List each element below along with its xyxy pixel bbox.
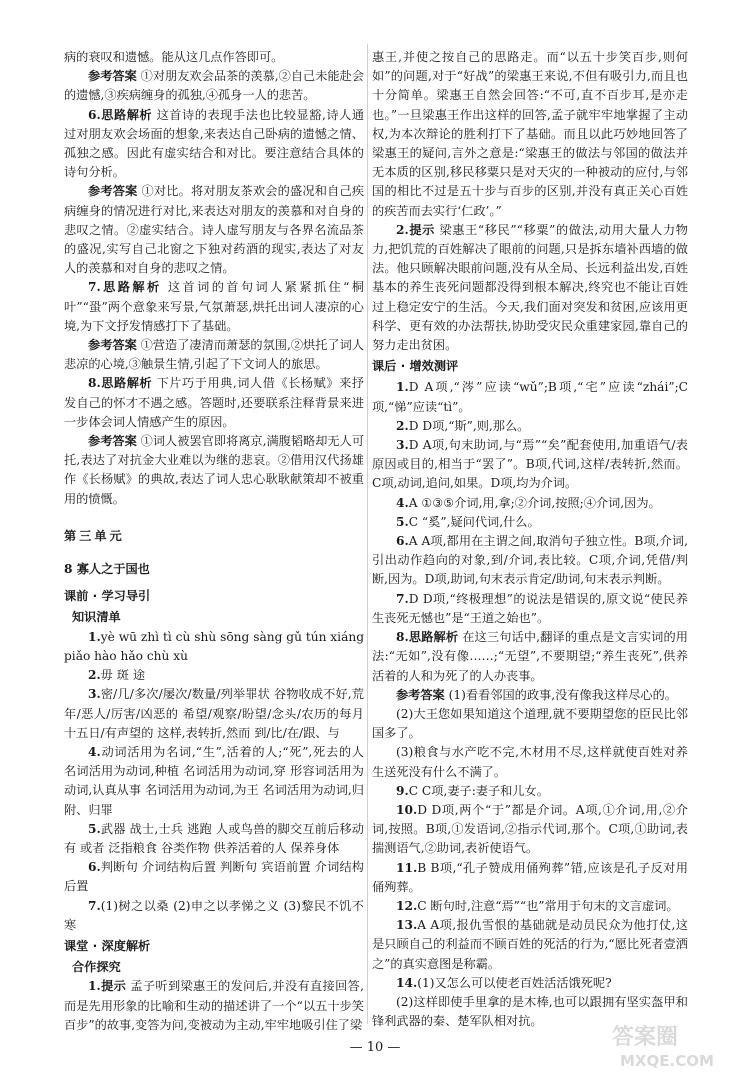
paragraph bbox=[64, 858, 364, 896]
paragraph-text: C 断句时,注意“焉”“也”常用于句末的文言虚词。 bbox=[417, 898, 679, 913]
paragraph bbox=[372, 897, 688, 916]
paragraph-text: D A项,句末助词,与“焉”“矣”配套使用,加重语气/表原因或目的,相当于“罢了”。B项,代词,这样/表转折,然而。C项,动词,追问,如果。D项,均为介词。 bbox=[372, 438, 688, 491]
paragraph-text: 梁惠王“移民”“移粟”的做法,动用大量人力物力,把饥荒的百姓解决了眼前的问题,只是拆东墙补西墙的做法。他只顾解决眼前问题,没有从全局、长远利益出发,百姓基本的养生丧死问题都没得到根本解决,终究也不能让百姓过上稳定安宁的生活。今天,我们面对突发和贫困,应该用更科学、更有效的办法帮扶,协助受灾民众重建家园,靠自己的努力走出贫困。 bbox=[372, 222, 688, 353]
paragraph bbox=[64, 977, 364, 1035]
paragraph bbox=[372, 48, 688, 221]
item-label: 1. bbox=[396, 380, 409, 395]
item-label: 8.思路解析 bbox=[396, 630, 459, 645]
paragraph bbox=[372, 801, 688, 859]
item-label: 参考答案 bbox=[88, 69, 137, 84]
paragraph-text: 毋 斑 途 bbox=[100, 668, 146, 683]
left-column bbox=[64, 48, 364, 1035]
paragraph-text: 武器 战士,士兵 逃跑 人或鸟兽的脚交互前后移动 有 或者 泛指粮食 谷类作物 供养活着的人 保养身体 bbox=[64, 821, 364, 855]
item-label: 7.思路解析 bbox=[88, 280, 162, 295]
paragraph-text: 知识清单 bbox=[72, 610, 121, 625]
unit-title bbox=[64, 527, 364, 546]
paragraph-text: D D项,“终极理想”的说法是错误的,原文说“使民养生丧死无憾也”是“王道之始也”。 bbox=[372, 591, 688, 625]
paragraph bbox=[372, 436, 688, 494]
item-label: 3. bbox=[396, 438, 409, 453]
paragraph bbox=[64, 628, 364, 666]
watermark-logo bbox=[606, 1020, 744, 1072]
paragraph-text: D D项,两个“于”都是介词。A项,①介词,用,②介词,按照。B项,①发语词,②指示代词,那个。C项,①助词,表揣测语气,②助词,表祈使语气。 bbox=[372, 802, 688, 856]
paragraph bbox=[372, 221, 688, 355]
paragraph-text: 孟子听到梁惠王的发问后,并没有直接回答,而是先用形象的比喻和生动的描述讲了一个“以五十步笑百步”的故事,变答为问,变被动为主动,牢牢地吸引住了梁 bbox=[64, 979, 364, 1032]
item-label: 6. bbox=[88, 860, 101, 875]
paragraph-text: A A项,报仇雪恨的基础就是动员民众为他打仗,这是只顾自己的利益而不顾百姓的死活的行为,“愿比死者壹洒之”的真实意图是称霸。 bbox=[372, 918, 688, 971]
lesson-title bbox=[64, 560, 364, 579]
paragraph bbox=[372, 974, 688, 993]
paragraph-text: A A项,都用在主谓之间,取消句子独立性。B项,介词,引出动作趋向的对象,到/介词,表比较。C项,介词,凭借/判断,因为。D项,助词,句末表示肯定/助词,句末表示判断。 bbox=[372, 534, 688, 587]
paragraph-text: A ①③⑤介词,用,拿;②介词,按照;④介词,因为。 bbox=[408, 495, 661, 510]
paragraph-text: (1)又怎么可以使老百姓活活饿死呢? bbox=[417, 975, 612, 990]
item-label: 8.思路解析 bbox=[88, 376, 153, 391]
paragraph bbox=[64, 685, 364, 743]
item-label: 1.提示 bbox=[88, 979, 127, 994]
paragraph bbox=[64, 432, 364, 509]
item-label: 7. bbox=[88, 898, 101, 913]
paragraph bbox=[372, 628, 688, 686]
paragraph-text: C “奚”,疑问代词,什么。 bbox=[408, 514, 540, 529]
paragraph-text: (1)树之以桑 (2)申之以孝悌之义 (3)黎民不饥不寒 bbox=[64, 898, 364, 932]
paragraph-text: (3)粮食与水产吃不完,木材用不尽,这样就使百姓对养生送死没有什么不满了。 bbox=[372, 745, 688, 779]
paragraph-text: 惠王,并使之按自己的思路走。而“以五十步笑百步,则何如”的问题,对于“好战”的梁惠王来说,不但有吸引力,而且也十分简单。梁惠王自然会回答:“不可,直不百步耳,是亦走也。”一旦梁惠王作出这样的回答,孟子就牢牢地掌握了主动权,为本次辩论的胜利打下了基础。而且以此巧妙地回答了梁惠王的疑问,言外之意是:“梁惠王的做法与邻国的做法并无本质的区别,移民移粟只是对天灾的一种被动的应付,与邻国的相比不过是五十步与百步的区别,并没有真正关心百姓的疾苦而去实行‘仁政’。” bbox=[372, 50, 688, 218]
item-label: 5. bbox=[396, 514, 409, 529]
paragraph bbox=[372, 743, 688, 781]
paragraph-text: (2)大王您如果知道这个道理,就不要期望您的臣民比邻国多了。 bbox=[372, 706, 688, 741]
paragraph-text: 判断句 介词结构后置 判断句 宾语前置 介词结构后置 bbox=[64, 860, 364, 894]
paragraph bbox=[372, 590, 688, 628]
paragraph bbox=[372, 532, 688, 590]
paragraph bbox=[64, 666, 364, 685]
item-label: 14. bbox=[396, 975, 418, 990]
paragraph-text: D D项,“斯”,则,那么。 bbox=[408, 418, 530, 433]
item-label: 5. bbox=[88, 821, 101, 836]
paragraph-text: yè wū zhì tì cù shù sōng sàng gǔ tún xiáng piǎo hào hǎo chù xù bbox=[64, 629, 364, 663]
paragraph-text: 课后 · 增效测评 bbox=[372, 359, 459, 374]
paragraph bbox=[372, 705, 688, 743]
paragraph bbox=[372, 417, 688, 436]
paragraph-text: ①词人被罢官即将离京,满腹韬略却无人可托,表达了对抗金大业难以为继的悲哀。②借用汉代扬雄作《长杨赋》的典故,表达了词人忠心耿耿献策却不被重用的愤慨。 bbox=[64, 434, 365, 506]
paragraph bbox=[64, 743, 364, 820]
item-label: 13. bbox=[396, 918, 418, 933]
paragraph-text: 病的衰叹和遗憾。能从这几点作答即可。 bbox=[64, 50, 284, 64]
item-label: 2.提示 bbox=[396, 222, 435, 237]
subsection-heading bbox=[64, 958, 364, 977]
right-column bbox=[372, 48, 688, 1031]
paragraph-text: 第三单元 bbox=[64, 528, 125, 543]
paragraph-text: 下片巧于用典,词人借《长杨赋》来抒发自己的怀才不遇之感。答题时,还要联系注释背景来进一步体会词人情感产生的原因。 bbox=[64, 376, 364, 429]
paragraph-text: C C项,妻子:妻子和儿女。 bbox=[408, 783, 549, 798]
paragraph bbox=[64, 48, 364, 67]
item-label: 4. bbox=[88, 744, 101, 759]
item-label: 参考答案 bbox=[396, 687, 445, 702]
paragraph bbox=[372, 378, 688, 416]
paragraph bbox=[64, 374, 364, 432]
paragraph-text: D A项,“涔”应读“wǔ”;B项,“宅”应读“zhái”;C项,“悌”应读“tì”。 bbox=[372, 380, 688, 414]
item-label: 1. bbox=[88, 629, 101, 644]
column-divider bbox=[367, 44, 368, 1024]
section-heading bbox=[372, 357, 688, 376]
paragraph-text: 这首词的首句词人紧紧抓住“桐叶”“蛩”两个意象来写景,气氛萧瑟,烘托出词人凄凉的心境,为下文抒发情感打下了基础。 bbox=[64, 280, 364, 333]
item-label: 7. bbox=[396, 591, 409, 606]
paragraph-text: 密/几/多次/屡次/数量/列举罪状 谷物收成不好,荒年/恶人/厉害/凶恶的 希望/观察/盼望/念头/农历的每月十五日/有声望的 这样,表转折,然而 到/比/在/跟、与 bbox=[64, 687, 364, 740]
paragraph bbox=[64, 67, 364, 105]
paragraph-text: B B项,“孔子赞成用俑殉葬”错,应该是孔子反对用俑殉葬。 bbox=[372, 860, 688, 894]
paragraph bbox=[64, 820, 364, 858]
paragraph-text: 动词活用为名词,“生”,活着的人;“死”,死去的人 名词活用为动词,种植 名词活用为动词,穿 形容词活用为动词,认真从事 名词活用为动词,为王 名词活用为动词,归附、归罪 bbox=[64, 744, 364, 817]
paragraph-text: (2)这样即使手里拿的是木棒,也可以跟拥有坚实盔甲和锋利武器的秦、楚军队相对抗。 bbox=[372, 994, 688, 1029]
paragraph-text: 课前 · 学习导引 bbox=[64, 589, 151, 604]
paragraph-text: 这首诗的表现手法也比较显豁,诗人通过对朋友欢会场面的想象,来表达自己卧病的遗憾之情、孤独之感。因此有虚实结合和对比。要注意结合具体的诗句分析。 bbox=[64, 107, 364, 180]
paragraph-text: (1)看看邻国的政事,没有像我这样尽心的。 bbox=[444, 687, 677, 702]
item-label: 3. bbox=[88, 687, 101, 702]
paragraph-text: ①营造了凄清而萧瑟的氛围,②烘托了词人悲凉的心境,③触景生情,引起了下文词人的旅思。 bbox=[64, 338, 365, 372]
paragraph-text: 课堂 · 深度解析 bbox=[64, 938, 151, 953]
watermark-text: 答案圈 bbox=[612, 1025, 679, 1050]
paragraph-text: 在这三句话中,翻译的重点是文言实词的用法:“无如”,没有像……;“无望”,不要期望;“养生丧死”,供养活着的人和为死了的人办丧事。 bbox=[372, 630, 688, 683]
paragraph-text: 合作探究 bbox=[72, 960, 121, 975]
item-label: 2. bbox=[396, 418, 409, 433]
watermark-url: MXQE.COM bbox=[620, 1052, 714, 1070]
paragraph bbox=[372, 686, 688, 705]
paragraph-text: ①对比。将对朋友茶欢会的盛况和自己疾病缠身的情况进行对比,来表达对朋友的羡慕和对自身的悲叹之情。②虚实结合。诗人虚写朋友与各界名流品茶的盛况,实写自己北窗之下独对药酒的现实,表达了对友人的羡慕和对自身的悲叹之情。 bbox=[64, 184, 365, 276]
item-label: 2. bbox=[88, 668, 101, 683]
paragraph bbox=[64, 182, 364, 278]
item-label: 6.思路解析 bbox=[88, 107, 153, 122]
page-number: — 10 — bbox=[349, 1040, 401, 1055]
item-label: 4. bbox=[396, 495, 409, 510]
item-label: 9. bbox=[396, 783, 409, 798]
paragraph-text: ①对朋友欢会品茶的羡慕,②自己未能赴会的遗憾,③疾病缠身的孤独,④孤身一人的悲苦。 bbox=[64, 69, 365, 103]
section-heading bbox=[64, 587, 364, 606]
paragraph bbox=[64, 278, 364, 336]
paragraph bbox=[372, 494, 688, 513]
item-label: 参考答案 bbox=[88, 184, 138, 199]
section-heading bbox=[64, 937, 364, 956]
item-label: 11. bbox=[396, 860, 418, 875]
paragraph-text: 8 寡人之于国也 bbox=[64, 562, 150, 577]
item-label: 10. bbox=[396, 802, 418, 817]
item-label: 参考答案 bbox=[88, 338, 137, 353]
paragraph bbox=[372, 782, 688, 801]
paragraph bbox=[372, 916, 688, 974]
paragraph bbox=[64, 897, 364, 935]
paragraph bbox=[64, 106, 364, 183]
item-label: 参考答案 bbox=[88, 434, 137, 449]
paragraph bbox=[372, 513, 688, 532]
item-label: 12. bbox=[396, 898, 418, 913]
item-label: 6. bbox=[396, 534, 409, 549]
paragraph bbox=[372, 859, 688, 897]
paragraph bbox=[64, 336, 364, 374]
subsection-heading bbox=[64, 608, 364, 627]
